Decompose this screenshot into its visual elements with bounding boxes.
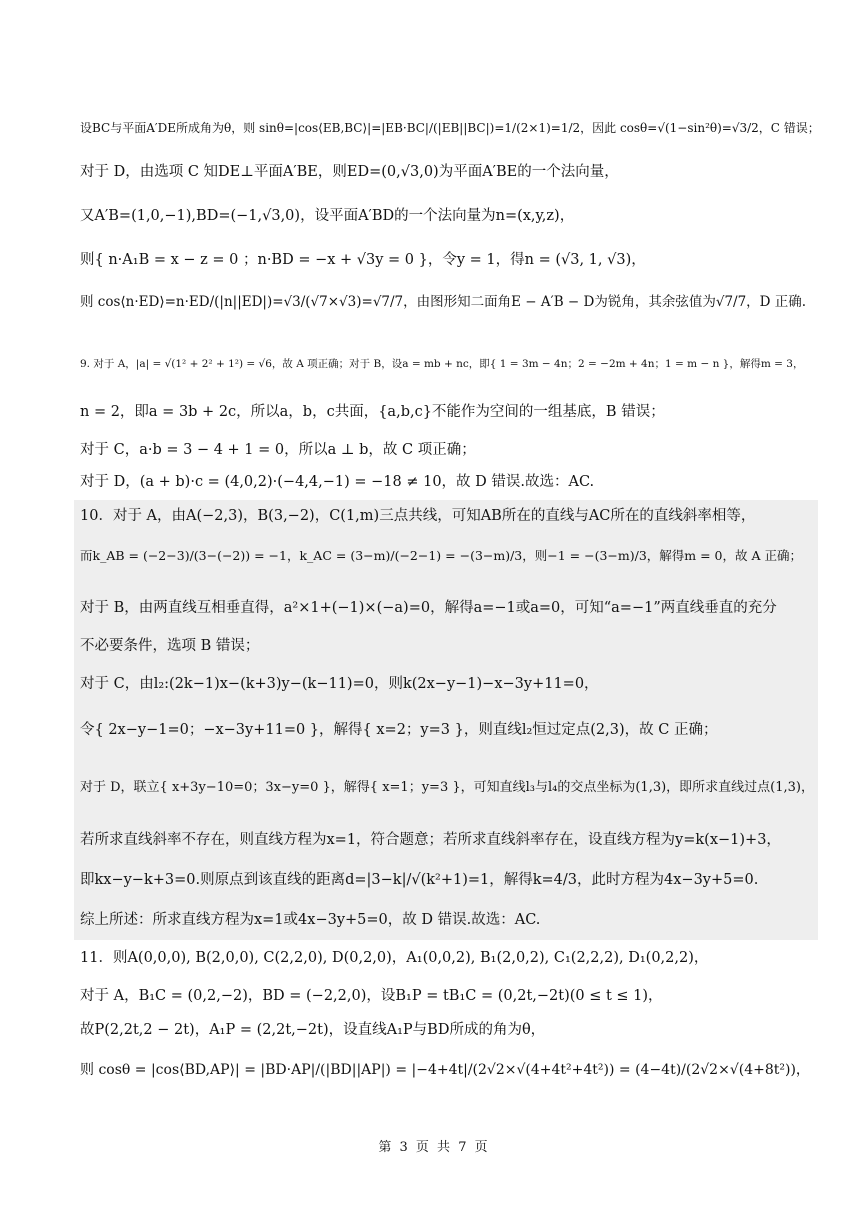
text-line: n = 2，即a = 3b + 2c，所以a，b，c共面，{a,b,c}不能作为空间的一组基底，B 错误； — [80, 404, 665, 420]
text-line: 对于 D，(a + b)·c = (4,0,2)·(−4,4,−1) = −18 ≠ 10，故 D 错误.故选：AC. — [80, 474, 595, 490]
text-line: 对于 C，a·b = 3 − 4 + 1 = 0，所以a ⊥ b，故 C 项正确； — [80, 442, 476, 458]
text-line: 不必要条件，选项 B 错误； — [80, 638, 260, 654]
text-line: 10．对于 A，由A(−2,3)，B(3,−2)，C(1,m)三点共线，可知AB所在的直线与AC所在的直线斜率相等， — [80, 508, 756, 524]
text-line: 对于 D，联立{ x+3y−10=0；3x−y=0 }，解得{ x=1；y=3 }，可知直线l₃与l₄的交点坐标为(1,3)，即所求直线过点(1,3)， — [80, 780, 814, 795]
text-line: 对于 B，由两直线互相垂直得，a²×1+(−1)×(−a)=0，解得a=−1或a=0，可知“a=−1”两直线垂直的充分 — [80, 600, 777, 616]
text-line: 9. 对于 A，|a| = √(1² + 2² + 1²) = √6，故 A 项正确；对于 B，设a = mb + nc，即{ 1 = 3m − 4n；2 = −2m + 4n；1 = m − n }，解得m = 3， — [80, 358, 804, 370]
text-line: 11．则A(0,0,0), B(2,0,0), C(2,2,0), D(0,2,0)，A₁(0,0,2), B₁(2,0,2), C₁(2,2,2), D₁(0,2,2)， — [80, 950, 709, 966]
text-line: 则 cosθ = |cos⟨BD,AP⟩| = |BD·AP|/(|BD||AP|) = |−4+4t|/(2√2×√(4+4t²+4t²)) = (4−4t)/(2√2×√(4+8t²))， — [80, 1062, 810, 1078]
text-line: 而k_AB = (−2−3)/(3−(−2)) = −1，k_AC = (3−m)/(−2−1) = −(3−m)/3，则−1 = −(3−m)/3，解得m = 0，故 A 正确； — [80, 548, 802, 563]
text-line: 对于 A，B₁C = (0,2,−2)，BD = (−2,2,0)，设B₁P = tB₁C = (0,2t,−2t)(0 ≤ t ≤ 1)， — [80, 988, 663, 1004]
text-line: 故P(2,2t,2 − 2t)，A₁P = (2,2t,−2t)，设直线A₁P与BD所成的角为θ， — [80, 1022, 546, 1038]
text-line: 若所求直线斜率不存在，则直线方程为x=1，符合题意；若所求直线斜率存在，设直线方程为y=k(x−1)+3， — [80, 832, 781, 848]
text-line: 对于 D，由选项 C 知DE⊥平面A′BE，则ED=(0,√3,0)为平面A′BE的一个法向量， — [80, 164, 619, 180]
text-line: 对于 C，由l₂:(2k−1)x−(k+3)y−(k−11)=0，则k(2x−y−1)−x−3y+11=0， — [80, 676, 599, 692]
text-line: 则{ n·A₁B = x − z = 0 ；n·BD = −x + √3y = 0 }，令y = 1，得n = (√3, 1, √3)， — [80, 252, 646, 268]
text-line: 设BC与平面A′DE所成角为θ，则 sinθ=|cos⟨EB,BC⟩|=|EB·BC|/(|EB||BC|)=1/(2×1)=1/2，因此 cosθ=√(1−sin²θ)=√3/2，C 错误； — [80, 121, 820, 135]
text-line: 又A′B=(1,0,−1),BD=(−1,√3,0)，设平面A′BD的一个法向量为n=(x,y,z)， — [80, 208, 575, 224]
text-line: 综上所述：所求直线方程为x=1或4x−3y+5=0，故 D 错误.故选：AC. — [80, 912, 541, 928]
page-footer: 第 3 页 共 7 页 — [378, 1140, 490, 1155]
text-line: 即kx−y−k+3=0.则原点到该直线的距离d=|3−k|/√(k²+1)=1，解得k=4/3，此时方程为4x−3y+5=0. — [80, 872, 759, 888]
text-line: 令{ 2x−y−1=0；−x−3y+11=0 }，解得{ x=2；y=3 }，则直线l₂恒过定点(2,3)，故 C 正确； — [80, 722, 718, 738]
text-line: 则 cos⟨n·ED⟩=n·ED/(|n||ED|)=√3/(√7×√3)=√7/7，由图形知二面角E − A′B − D为锐角，其余弦值为√7/7，D 正确. — [80, 294, 807, 310]
